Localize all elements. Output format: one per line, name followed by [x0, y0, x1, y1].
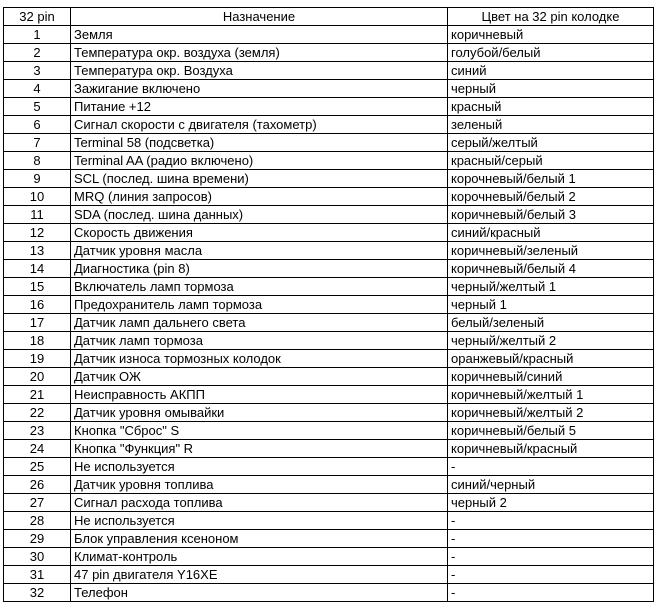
pin-number-cell: 6: [4, 116, 71, 134]
wire-color-cell: черный/желтый 1: [448, 278, 654, 296]
purpose-cell: Не используется: [71, 458, 448, 476]
wire-color-cell: синий: [448, 62, 654, 80]
table-row: [4, 206, 654, 224]
purpose-cell: Датчик ОЖ: [71, 368, 448, 386]
table-row: [4, 278, 654, 296]
purpose-cell: Телефон: [71, 584, 448, 602]
purpose-cell: Terminal AA (радио включено): [71, 152, 448, 170]
purpose-cell: Кнопка "Функция" R: [71, 440, 448, 458]
pin-number-cell: 13: [4, 242, 71, 260]
table-row: [4, 188, 654, 206]
wire-color-cell: корочневый/белый 2: [448, 188, 654, 206]
pin-number-cell: 5: [4, 98, 71, 116]
header-purpose: Назначение: [71, 8, 448, 26]
purpose-cell: Сигнал расхода топлива: [71, 494, 448, 512]
table-row: [4, 80, 654, 98]
wire-color-cell: синий/красный: [448, 224, 654, 242]
wire-color-cell: коричневый/зеленый: [448, 242, 654, 260]
table-row: [4, 566, 654, 584]
purpose-cell: Датчик износа тормозных колодок: [71, 350, 448, 368]
pin-number-cell: 28: [4, 512, 71, 530]
pin-number-cell: 15: [4, 278, 71, 296]
wire-color-cell: черный 1: [448, 296, 654, 314]
table-row: [4, 584, 654, 602]
wire-color-cell: коричневый/белый 3: [448, 206, 654, 224]
header-wire-color: Цвет на 32 pin колодке: [448, 8, 654, 26]
purpose-cell: Кнопка "Сброс" S: [71, 422, 448, 440]
purpose-cell: Датчик ламп тормоза: [71, 332, 448, 350]
wire-color-cell: коричневый/красный: [448, 440, 654, 458]
purpose-cell: Датчик уровня омывайки: [71, 404, 448, 422]
pin-number-cell: 29: [4, 530, 71, 548]
table-row: [4, 458, 654, 476]
table-body: [4, 26, 654, 602]
wire-color-cell: -: [448, 530, 654, 548]
table-row: [4, 386, 654, 404]
purpose-cell: Земля: [71, 26, 448, 44]
wire-color-cell: коричневый: [448, 26, 654, 44]
pin-number-cell: 27: [4, 494, 71, 512]
pin-number-cell: 11: [4, 206, 71, 224]
table-row: [4, 62, 654, 80]
wire-color-cell: серый/желтый: [448, 134, 654, 152]
wire-color-cell: голубой/белый: [448, 44, 654, 62]
purpose-cell: Температура окр. Воздуха: [71, 62, 448, 80]
table-row: [4, 350, 654, 368]
pin-number-cell: 31: [4, 566, 71, 584]
pin-number-cell: 25: [4, 458, 71, 476]
pin-number-cell: 14: [4, 260, 71, 278]
pin-number-cell: 1: [4, 26, 71, 44]
wire-color-cell: -: [448, 458, 654, 476]
table-row: [4, 548, 654, 566]
pin-number-cell: 19: [4, 350, 71, 368]
pin-number-cell: 7: [4, 134, 71, 152]
table-row: [4, 98, 654, 116]
wire-color-cell: -: [448, 566, 654, 584]
pin-number-cell: 20: [4, 368, 71, 386]
purpose-cell: Датчик уровня топлива: [71, 476, 448, 494]
pin-number-cell: 2: [4, 44, 71, 62]
table-header-row: [4, 8, 654, 26]
pin-number-cell: 24: [4, 440, 71, 458]
wire-color-cell: коричневый/синий: [448, 368, 654, 386]
purpose-cell: Блок управления ксеноном: [71, 530, 448, 548]
purpose-cell: SDA (послед. шина данных): [71, 206, 448, 224]
pin-number-cell: 17: [4, 314, 71, 332]
table-row: [4, 314, 654, 332]
wire-color-cell: белый/зеленый: [448, 314, 654, 332]
pin-number-cell: 30: [4, 548, 71, 566]
table-row: [4, 44, 654, 62]
pin-number-cell: 3: [4, 62, 71, 80]
table-row: [4, 368, 654, 386]
wire-color-cell: коричневый/белый 5: [448, 422, 654, 440]
wire-color-cell: коричневый/желтый 2: [448, 404, 654, 422]
wire-color-cell: оранжевый/красный: [448, 350, 654, 368]
pin-number-cell: 12: [4, 224, 71, 242]
table-row: [4, 116, 654, 134]
purpose-cell: Температура окр. воздуха (земля): [71, 44, 448, 62]
wire-color-cell: черный: [448, 80, 654, 98]
table-row: [4, 296, 654, 314]
pin-number-cell: 9: [4, 170, 71, 188]
wire-color-cell: зеленый: [448, 116, 654, 134]
wire-color-cell: -: [448, 584, 654, 602]
wire-color-cell: -: [448, 512, 654, 530]
pin-number-cell: 10: [4, 188, 71, 206]
wire-color-cell: коричневый/белый 4: [448, 260, 654, 278]
wire-color-cell: коричневый/желтый 1: [448, 386, 654, 404]
wire-color-cell: красный: [448, 98, 654, 116]
wire-color-cell: черный 2: [448, 494, 654, 512]
table-row: [4, 224, 654, 242]
pinout-table: [3, 7, 654, 602]
table-row: [4, 332, 654, 350]
purpose-cell: Неисправность АКПП: [71, 386, 448, 404]
wire-color-cell: черный/желтый 2: [448, 332, 654, 350]
wire-color-cell: -: [448, 548, 654, 566]
purpose-cell: Датчик ламп дальнего света: [71, 314, 448, 332]
purpose-cell: Питание +12: [71, 98, 448, 116]
header-pin: 32 pin: [4, 8, 71, 26]
purpose-cell: Сигнал скорости с двигателя (тахометр): [71, 116, 448, 134]
purpose-cell: Зажигание включено: [71, 80, 448, 98]
table-row: [4, 476, 654, 494]
pin-number-cell: 4: [4, 80, 71, 98]
purpose-cell: Диагностика (pin 8): [71, 260, 448, 278]
table-row: [4, 26, 654, 44]
pin-number-cell: 23: [4, 422, 71, 440]
table-row: [4, 242, 654, 260]
table-row: [4, 440, 654, 458]
table-row: [4, 170, 654, 188]
pin-number-cell: 8: [4, 152, 71, 170]
table-row: [4, 422, 654, 440]
purpose-cell: MRQ (линия запросов): [71, 188, 448, 206]
table-row: [4, 494, 654, 512]
table-row: [4, 134, 654, 152]
purpose-cell: Климат-контроль: [71, 548, 448, 566]
purpose-cell: SCL (послед. шина времени): [71, 170, 448, 188]
wire-color-cell: синий/черный: [448, 476, 654, 494]
table-row: [4, 404, 654, 422]
pin-number-cell: 26: [4, 476, 71, 494]
wire-color-cell: корочневый/белый 1: [448, 170, 654, 188]
purpose-cell: Не используется: [71, 512, 448, 530]
table-row: [4, 260, 654, 278]
pin-number-cell: 32: [4, 584, 71, 602]
table-row: [4, 152, 654, 170]
purpose-cell: 47 pin двигателя Y16XE: [71, 566, 448, 584]
pin-number-cell: 18: [4, 332, 71, 350]
pin-number-cell: 21: [4, 386, 71, 404]
purpose-cell: Предохранитель ламп тормоза: [71, 296, 448, 314]
table-row: [4, 512, 654, 530]
pin-number-cell: 16: [4, 296, 71, 314]
purpose-cell: Включатель ламп тормоза: [71, 278, 448, 296]
wire-color-cell: красный/серый: [448, 152, 654, 170]
pin-number-cell: 22: [4, 404, 71, 422]
purpose-cell: Скорость движения: [71, 224, 448, 242]
purpose-cell: Датчик уровня масла: [71, 242, 448, 260]
table-row: [4, 530, 654, 548]
purpose-cell: Terminal 58 (подсветка): [71, 134, 448, 152]
